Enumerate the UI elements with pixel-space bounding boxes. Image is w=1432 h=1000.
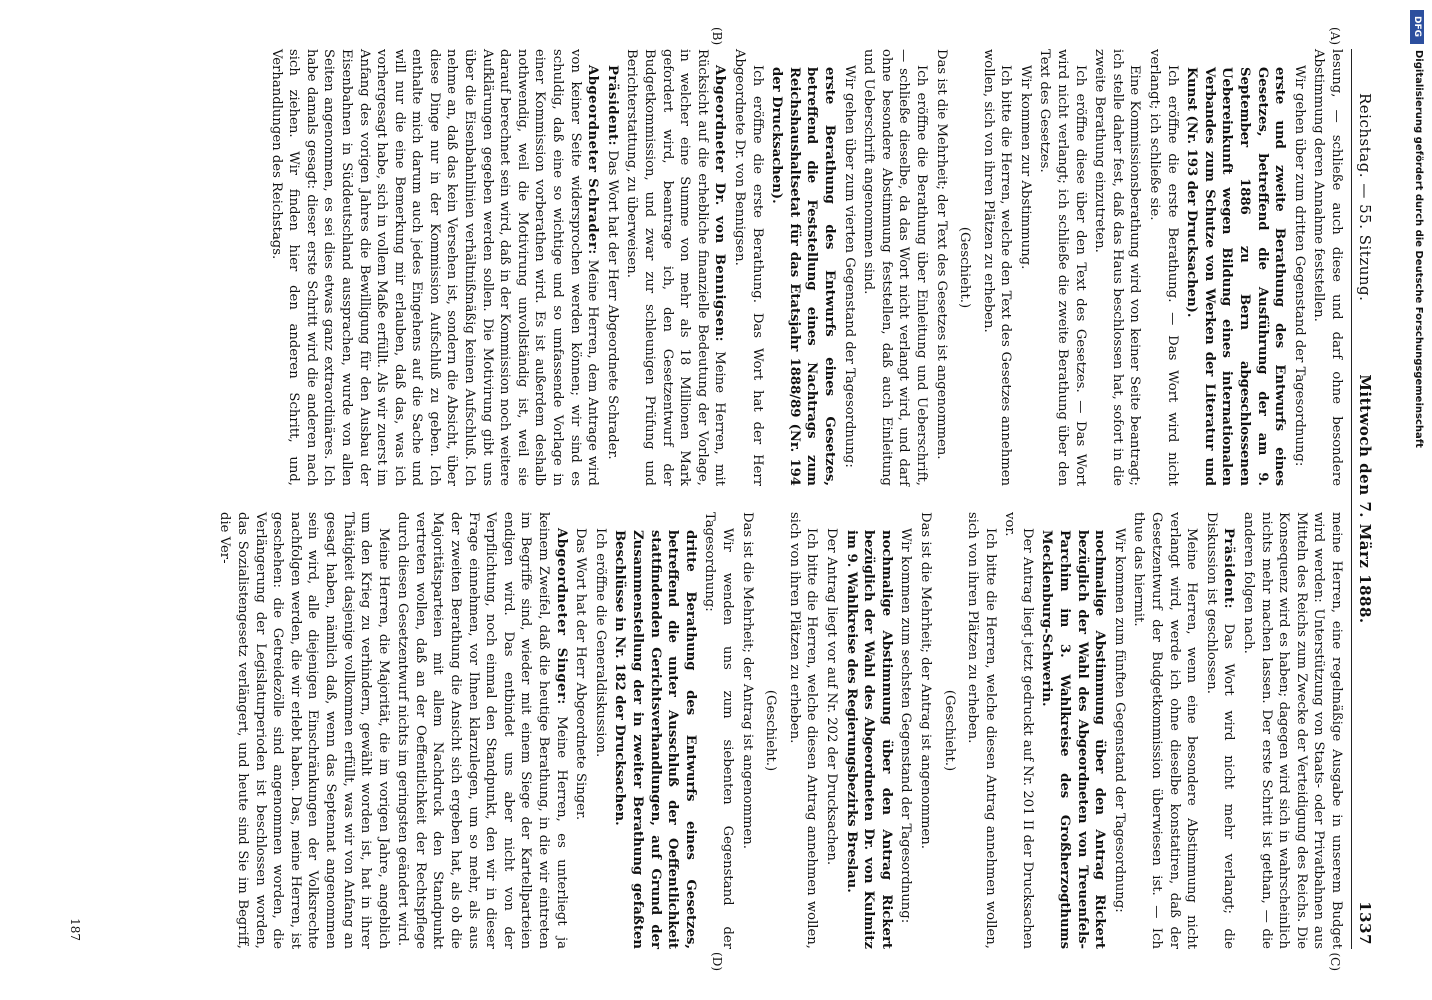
text-paragraph: Ich bitte die Herren, welche den Text des Gesetzes annehmen wollen, sich von ihren Plätzen zu erheben.	[980, 49, 1014, 486]
text-paragraph: Der Antrag liegt jetzt gedruckt auf Nr. 201 II der Drucksachen vor.	[1002, 512, 1035, 949]
agenda-item: nochmalige Abstimmung über den Antrag Rickert bezüglich der Wahl des Abgeordneten von Treuenfels-Parchim im 3. Wahlkreise des Großherzogthums Mecklenburg-Schwerin.	[1039, 530, 1108, 949]
text-paragraph: Der Antrag liegt vor auf Nr. 202 der Drucksachen.	[823, 528, 839, 866]
text-paragraph: Ich eröffne die Generaldiskussion.	[592, 528, 608, 758]
speech-paragraph	[603, 49, 621, 486]
agenda-item: erste und zweite Berathung des Entwurfs eines Gesetzes, betreffend die Ausführung der am 9. September 1886 zu Bern abgeschlossenen Uebereinkunft wegen Bildung eines internationalen Verbandes zum Schutze von Werken der Literatur und Kunst (Nr. 193 der Drucksachen).	[1184, 67, 1288, 486]
speaker-name: Präsident:	[1221, 528, 1237, 610]
speaker-name: Abgeordneter Dr. von Bennigsen:	[712, 65, 728, 342]
speech-text: Meine Herren, mit Rücksicht auf die erhebliche finanzielle Bedeutung der Vorlage, in welcher eine Summe von mehr als 18 Millionen Mark gefordert wird, beantrage ich, den Gesetzentwurf der Budgetkommission, und zwar zur schleunigen Prüfung und Berichterstattung, zu überweisen.	[624, 49, 728, 486]
text-paragraph: Wir kommen zum fünften Gegenstand der Tagesordnung:	[1111, 528, 1127, 913]
agenda-item: erste Berathung des Entwurfs eines Gesetzes, betreffend die Feststellung eines Nachtrags zum Reichshaushaltsetat für das Etatsjahr 1888/89 (Nr. 194 der Drucksachen).	[769, 67, 837, 486]
speech-paragraph	[1202, 512, 1237, 949]
text-paragraph: Meine Herren, wenn eine besondere Abstimmung nicht verlangt wird, werde ich ohne dieselbe konstatiren, daß der Gesetzentwurf der Budgetkommission überwiesen ist. — Ich thue das hiermit.	[1131, 512, 1200, 949]
left-column	[85, 27, 1345, 487]
text-paragraph: Ich bitte die Herren, welche diesen Antrag annehmen wollen, sich von ihren Plätzen zu erheben.	[786, 512, 820, 949]
text-paragraph: Wir gehen über zum dritten Gegenstand der Tagesordnung:	[1291, 65, 1307, 467]
page-number: 1337	[1356, 901, 1374, 945]
text-paragraph: Meine Herren, die Majorität, die im vorigen Jahre, angeblich um den Krieg zu verhindern, gewählt worden ist, hat in ihrer Thätigkeit dasjenige vollkommen erfüllt, was wir von Anfang an gesagt haben, nämlich daß, wenn das Septennat angenommen sein wird, alle diejenigen Einschränkungen der Volksrechte nachfolgen werden, die wir erlebt haben. Das, meine Herren, ist geschehen: die Getreidezölle sind angenommen worden, die Verlängerung der Legislaturperioden ist beschlossen worden, das Sozialistengesetz verlängert, und heute sind Sie im Begriff, die Ver-	[217, 512, 391, 949]
speaker-name: Abgeordneter Singer:	[553, 528, 569, 705]
text-paragraph: Das Wort hat der Herr Abgeordnete Singer.	[573, 528, 589, 821]
stage-direction: (Geschieht.)	[763, 689, 779, 772]
agenda-item: nochmalige Abstimmung über den Antrag Rickert bezüglich der Wahl des Abgeordneten Dr. von Kulmitz im 9. Wahlkreise des Regierungsbezirks Breslau.	[843, 530, 894, 949]
speaker-name: Präsident:	[604, 65, 620, 147]
text-paragraph: lesung, — schließe auch diese und darf ohne besondere Abstimmung deren Annahme feststellen.	[1311, 49, 1344, 486]
text-paragraph: Ich eröffne diese über den Text des Gesetzes. — Das Wort wird nicht verlangt; ich schließe die zweite Berathung über den Text des Gesetzes.	[1037, 49, 1088, 486]
text-paragraph: meine Herren, eine regelmäßige Ausgabe in unserem Budget wird werden: Unterstützung von Staats- oder Privatbahnen aus Mitteln des Reichs zum Zwecke der Verteidigung des Reichs. Die Konsequenz wird es haben; dagegen wird sich in wahrscheinlich nichts mehr machen lassen. Der erste Schritt ist gethan, — die anderen folgen nach.	[1241, 512, 1344, 949]
running-head	[1351, 49, 1382, 949]
text-paragraph: Wir gehen über zum vierten Gegenstand der Tagesordnung:	[841, 65, 857, 468]
text-paragraph: Ich eröffne die erste Berathung. Das Wort hat der Herr Abgeordnete Dr. von Bennigsen.	[732, 49, 765, 486]
dfg-logo: DFG	[1410, 10, 1424, 44]
digitization-sidebar	[1404, 10, 1430, 990]
digitization-note: Digitalisierung gefördert durch die Deutsche Forschungsgemeinschaft	[1413, 50, 1424, 448]
margin-marker-c: (C)	[1328, 952, 1342, 971]
text-paragraph: Ich eröffne die erste Berathung. — Das Wort wird nicht verlangt; ich schließe sie.	[1147, 49, 1180, 486]
text-paragraph: Wir kommen zur Abstimmung.	[1017, 65, 1033, 270]
speech-text: Meine Herren, es unterliegt ja keinem Zweifel, daß die heutige Berathung, in die wir eintreten im Begriffe sind, wieder mit einem Siege der Kartellparteien endigen wird. Das entbindet uns aber nicht von der Verpflichtung, noch einmal den Standpunkt, den wir in dieser Frage einnehmen, vor Ihnen klarzulegen, um so mehr, als aus der zweiten Berathung die Ansicht sich ergeben hat, als ob die Majoritätsparteien mit allem Nachdruck den Standpunkt vertreten wollen, daß an der Oeffentlichkeit der Rechtspflege durch diesen Gesetzentwurf nichts im geringsten geändert wird.	[395, 512, 569, 950]
speech-paragraph	[267, 49, 601, 486]
margin-marker-a: (A)	[1328, 27, 1342, 46]
speech-text: Das Wort hat der Herr Abgeordnete Schrader.	[604, 146, 620, 460]
text-paragraph: Wir wenden uns zum siebenten Gegenstand der Tagesordnung:	[702, 512, 735, 949]
margin-marker-b: (B)	[710, 27, 724, 46]
header-left: Reichstag. — 55. Sitzung.	[1356, 93, 1374, 302]
speech-text: Meine Herren, dem Antrage wird von keiner Seite widersprochen werden können; wir sind es schuldig, daß eine so wichtige und so umfassende Vorlage in einer Kommission vorberathen wird. Es ist außerdem deshalb nothwendig, weil die Motivirung unvollständig ist, weil sie darauf berechnet sein wird, daß in der Kommission noch weitere Aufklärungen gegeben werden sollen. Die Motivirung gibt uns über die Eisenbahnlinien verhältnißmäßig keinen Aufschluß. Ich nehme an, daß das kein Versehen ist, sondern die Absicht, über diese Dinge nur in der Kommission Aufschluß zu geben. Ich enthalte mich darum auch jedes Eingehens auf die Sache und will nur die eine Bemerkung mir erlauben, daß das, was ich vorhergesagt habe, sich in vollem Maße erfüllt. Als wir zuerst im Anfang des vorigen Jahres die Bewilligung für den Ausbau der Eisenbahnen in Süddeutschland aussprachen, wurde von allen Seiten angenommen, es sei dies etwas ganz extraordinäres. Ich habe damals gesagt: dieser erste Schritt wird die anderen nach sich ziehen. Wir finden hier den anderen Schritt, und, Verhandlungen des Reichstags.	[268, 49, 601, 487]
stage-direction: (Geschieht.)	[957, 226, 973, 309]
sheet-number: 187	[67, 918, 82, 941]
margin-marker-d: (D)	[710, 952, 724, 971]
text-paragraph: Das ist die Mehrheit; der Text des Gesetzes ist angenommen.	[933, 49, 949, 460]
speaker-name: Abgeordneter Schrader:	[585, 65, 601, 255]
text-paragraph: Das ist die Mehrheit; der Antrag ist angenommen.	[739, 512, 755, 849]
speech-paragraph	[623, 49, 729, 486]
stage-direction: (Geschieht.)	[941, 689, 957, 772]
right-column	[67, 512, 1345, 971]
columns	[67, 27, 1345, 971]
text-paragraph: Ich bitte die Herren, welche diesen Antrag annehmen wollen, sich von ihren Plätzen zu erheben.	[965, 512, 998, 949]
speech-paragraph	[394, 512, 570, 949]
text-paragraph: Wir kommen zum sechsten Gegenstand der Tagesordnung:	[898, 528, 914, 924]
document-page	[36, 25, 1396, 975]
text-paragraph: Ich eröffne die Berathung über Einleitung und Ueberschrift, — schließe dieselbe, da das Wort nicht verlangt wird, und darf ohne besondere Abstimmung feststellen, daß auch Einleitung und Ueberschrift angenommen sind.	[861, 49, 929, 486]
agenda-item: dritte Berathung des Entwurfs eines Gesetzes, betreffend die unter Ausschluß der Oeffentlichkeit stattfindenden Gerichtsverhandlungen, auf Grund der Zusammenstellung der in zweiter Berathung gefaßten Beschlüsse in Nr. 182 der Drucksachen.	[612, 530, 698, 949]
speech-text: Das Wort wird nicht mehr verlangt; die Diskussion ist geschlossen.	[1203, 512, 1237, 949]
header-date: Mittwoch den 7. März 1888.	[1356, 374, 1374, 624]
text-paragraph: Das ist die Mehrheit; der Antrag ist angenommen.	[917, 512, 933, 849]
text-paragraph: Eine Kommissionsberathung wird von keiner Seite beantragt; ich stelle daher fest, daß das Haus beschlossen hat, sofort in die zweite Berathung einzutreten.	[1092, 49, 1143, 486]
